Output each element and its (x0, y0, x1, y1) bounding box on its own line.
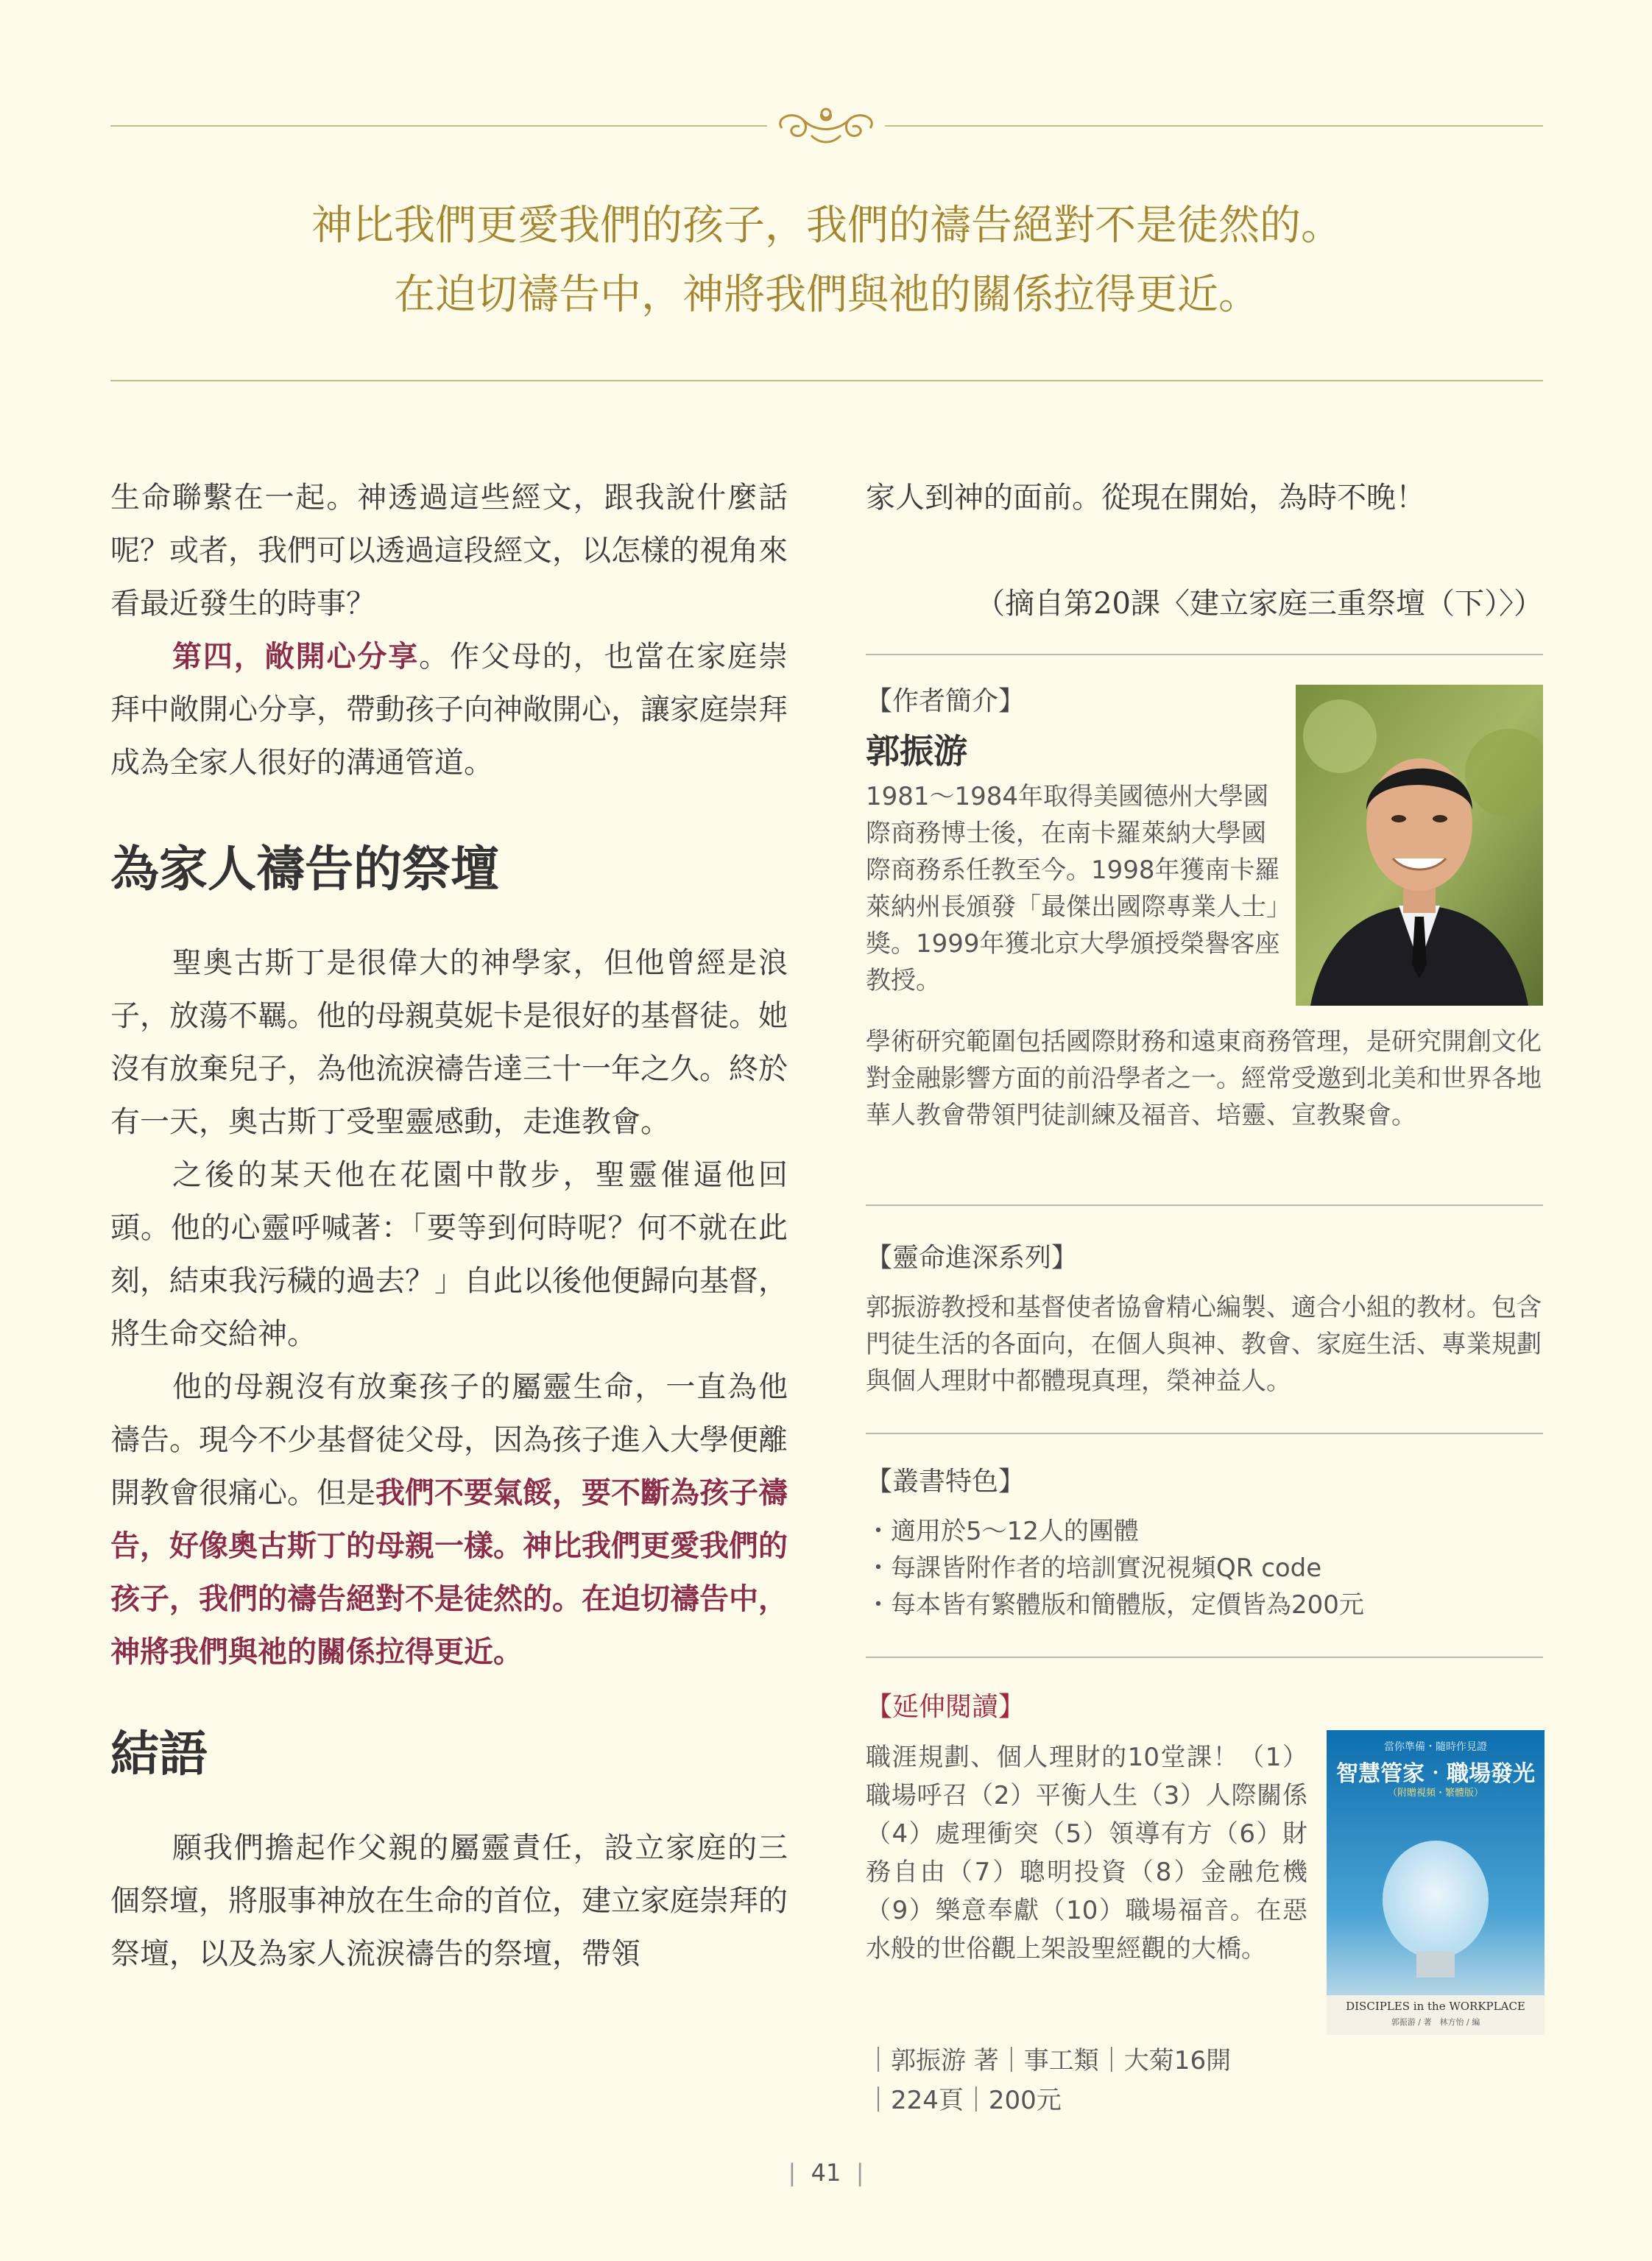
book-cover (1327, 1730, 1545, 2035)
paragraph: 生命聯繫在一起。神透過這些經文，跟我說什麼話呢？或者，我們可以透過這段經文，以怎樣的視角來看最近發生的時事？ (110, 481, 788, 621)
section-heading: 結語 (110, 1725, 208, 1782)
series-tag: 【靈命進深系列】 (866, 1243, 1079, 1273)
series-section (866, 1237, 1543, 1400)
paragraph: 家人到神的面前。從現在開始，為時不晚！ (866, 481, 1425, 515)
author-section (866, 680, 1285, 999)
book-meta-line: ｜郭振游 著｜事工類｜大菊16開 (866, 2046, 1232, 2075)
left-column (110, 471, 788, 1980)
list-item: ・每課皆附作者的培訓實況視頻QR code (866, 1553, 1322, 1583)
book-cover-english: DISCIPLES in the WORKPLACE (1346, 2000, 1525, 2013)
highlight-text: 我們不要氣餒，要不斷為孩子禱告，好像奧古斯丁的母親一樣。神比我們更愛我們的孩子，我們的禱告絕對不是徒然的。在迫切禱告中，神將我們與祂的關係拉得更近。 (110, 1475, 788, 1669)
reading-section (866, 1686, 1307, 1968)
features-list (866, 1513, 1543, 1623)
paragraph: 願我們擔起作父親的屬靈責任，設立家庭的三個祭壇，將服事神放在生命的首位，建立家庭崇拜的祭壇，以及為家人流淚禱告的祭壇，帶領 (110, 1831, 788, 1971)
author-name: 郭振游 (866, 731, 967, 771)
divider (866, 654, 1543, 655)
book-cover-credit: 郭振游 / 著 林方怡 / 編 (1391, 2017, 1480, 2027)
right-column-continuation (866, 471, 1543, 524)
section-heading: 為家人禱告的祭壇 (110, 840, 499, 897)
pull-quote-bottom-rule (110, 380, 1543, 381)
page-number-text: 41 (811, 2159, 841, 2187)
pull-quote-line-1: 神比我們更愛我們的孩子，我們的禱告絕對不是徒然的。 (311, 202, 1342, 250)
paragraph (110, 1361, 788, 1679)
highlight-text: 第四，敞開心分享 (172, 639, 420, 674)
page-number: | 41 | (788, 2159, 864, 2187)
flourish-ornament (767, 103, 885, 150)
author-bio: 1981～1984年取得美國德州大學國際商務博士後，在南卡羅萊納大學國際商務系任教至今。1998年獲南卡羅萊納州長頒發「最傑出國際專業人士」獎。1999年獲北京大學頒授榮譽客座教授。 (866, 782, 1280, 995)
book-meta-line: ｜224頁｜200元 (866, 2086, 1062, 2115)
divider (866, 1204, 1543, 1206)
list-item: ・每本皆有繁體版和簡體版，定價皆為200元 (866, 1590, 1364, 1620)
paragraph-text: 。作父母的，也當在家庭崇拜中敞開心分享，帶動孩子向神敞開心，讓家庭崇拜成為全家人很好的溝通管道。 (110, 640, 788, 780)
paragraph: 聖奧古斯丁是很偉大的神學家，但他曾經是浪子，放蕩不羈。他的母親莫妮卡是很好的基督徒。她沒有放棄兒子，為他流淚禱告達三十一年之久。終於有一天，奧古斯丁受聖靈感動，走進教會。 (110, 946, 788, 1139)
pull-quote-line-2: 在迫切禱告中，神將我們與祂的關係拉得更近。 (394, 271, 1260, 319)
author-tag: 【作者簡介】 (866, 686, 1026, 716)
paragraph: 之後的某天他在花園中散步，聖靈催逼他回頭。他的心靈呼喊著：「要等到何時呢？何不就在此刻，結束我污穢的過去？」自此以後他便歸向基督，將生命交給神。 (110, 1158, 788, 1351)
author-photo (1296, 685, 1543, 1006)
reading-tag: 【延伸閱讀】 (866, 1692, 1026, 1722)
book-cover-title: 智慧管家‧職場發光 (1336, 1761, 1535, 1787)
book-meta (866, 2041, 1543, 2120)
author-bio-2 (866, 1023, 1543, 1134)
list-item: ・適用於5～12人的團體 (866, 1517, 1139, 1546)
divider (866, 1433, 1543, 1434)
paragraph-text: 他的母親沒有放棄孩子的屬靈生命，一直為他禱告。現今不少基督徒父母，因為孩子進入大學便離開教會很痛心。但是 (110, 1370, 788, 1510)
book-cover-subtitle: （附贈視頻・繁體版） (1387, 1788, 1483, 1799)
features-tag: 【叢書特色】 (866, 1467, 1026, 1497)
features-section (866, 1461, 1543, 1623)
paragraph (110, 630, 788, 789)
series-text: 郭振游教授和基督使者協會精心編製、適合小組的教材。包含門徒生活的各面向，在個人與神、教會、家庭生活、專業規劃與個人理財中都體現真理，榮神益人。 (866, 1293, 1542, 1396)
author-bio-text: 學術研究範圍包括國際財務和遠東商務管理，是研究開創文化對金融影響方面的前沿學者之一。經常受邀到北美和世界各地華人教會帶領門徒訓練及福音、培靈、宣教聚會。 (866, 1027, 1542, 1130)
divider (866, 1657, 1543, 1658)
book-cover-top: 當你準備・隨時作見證 (1384, 1741, 1487, 1753)
source-citation: （摘自第20課〈建立家庭三重祭壇（下）〉） (975, 587, 1543, 621)
reading-text: 職涯規劃、個人理財的10堂課！（1）職場呼召（2）平衡人生（3）人際關係（4）處理衝突（5）領導有方（6）財務自由（7）聰明投資（8）金融危機（9）樂意奉獻（10）職場福音。在惡水般的世俗觀上架設聖經觀的大橋。 (866, 1743, 1307, 1964)
